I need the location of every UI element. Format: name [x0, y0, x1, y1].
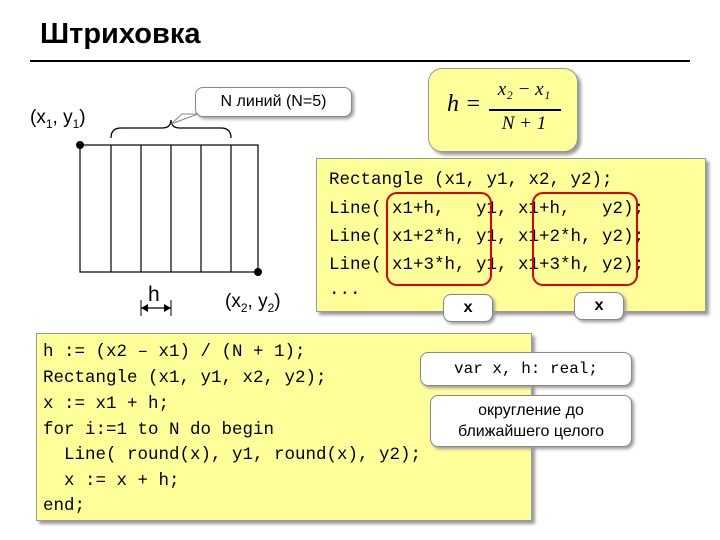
highlight-oval-1: [386, 192, 492, 286]
corner1-label: ($x_1$, $y_1$): [30, 107, 86, 131]
step-formula: [428, 68, 578, 152]
h-label: h: [148, 283, 160, 306]
var-declaration-callout: var x, h: real;: [420, 352, 632, 386]
code-line: Line( x1+2*h, y1, x1+2*h, y2);: [329, 227, 645, 247]
x-callout-1: x: [443, 294, 493, 322]
lines-count-callout: N линий (N=5): [195, 87, 352, 117]
code-line: for i:=1 to N do begin: [43, 420, 275, 440]
code-line: ...: [329, 280, 361, 300]
formula-numerator: x₂ − x₁: [497, 79, 551, 100]
formula-lhs: h =: [447, 91, 482, 117]
code-block-top: [316, 158, 706, 312]
x-callout-2: x: [574, 292, 624, 320]
fraction-bar: [489, 109, 561, 111]
code-line: x := x + h;: [43, 471, 180, 491]
brace: [111, 120, 231, 138]
code-line: Rectangle (x1, y1, x2, y2);: [43, 368, 327, 388]
code-line: x := x1 + h;: [43, 394, 170, 414]
corner2-label: ($x_2$, $y_2$): [225, 291, 281, 315]
corner-point-1: [76, 141, 84, 149]
corner-point-2: [254, 268, 262, 276]
formula-denominator: N + 1: [501, 113, 547, 134]
code-line: Line( x1+3*h, y1, x1+3*h, y2);: [329, 255, 645, 275]
page-title: Штриховка: [40, 18, 201, 50]
rounding-callout: округление до ближайшего целого: [430, 395, 632, 447]
code-line: h := (x2 – x1) / (N + 1);: [43, 342, 306, 362]
lines-callout-pointer: [171, 114, 198, 124]
highlight-oval-2: [532, 192, 638, 286]
code-line: Line( round(x), y1, round(x), y2);: [43, 445, 422, 465]
code-line: end;: [43, 496, 86, 516]
code-line: Line( x1+h, y1, x1+h, y2);: [329, 199, 645, 219]
code-line: Rectangle (x1, y1, x2, y2);: [329, 170, 613, 190]
